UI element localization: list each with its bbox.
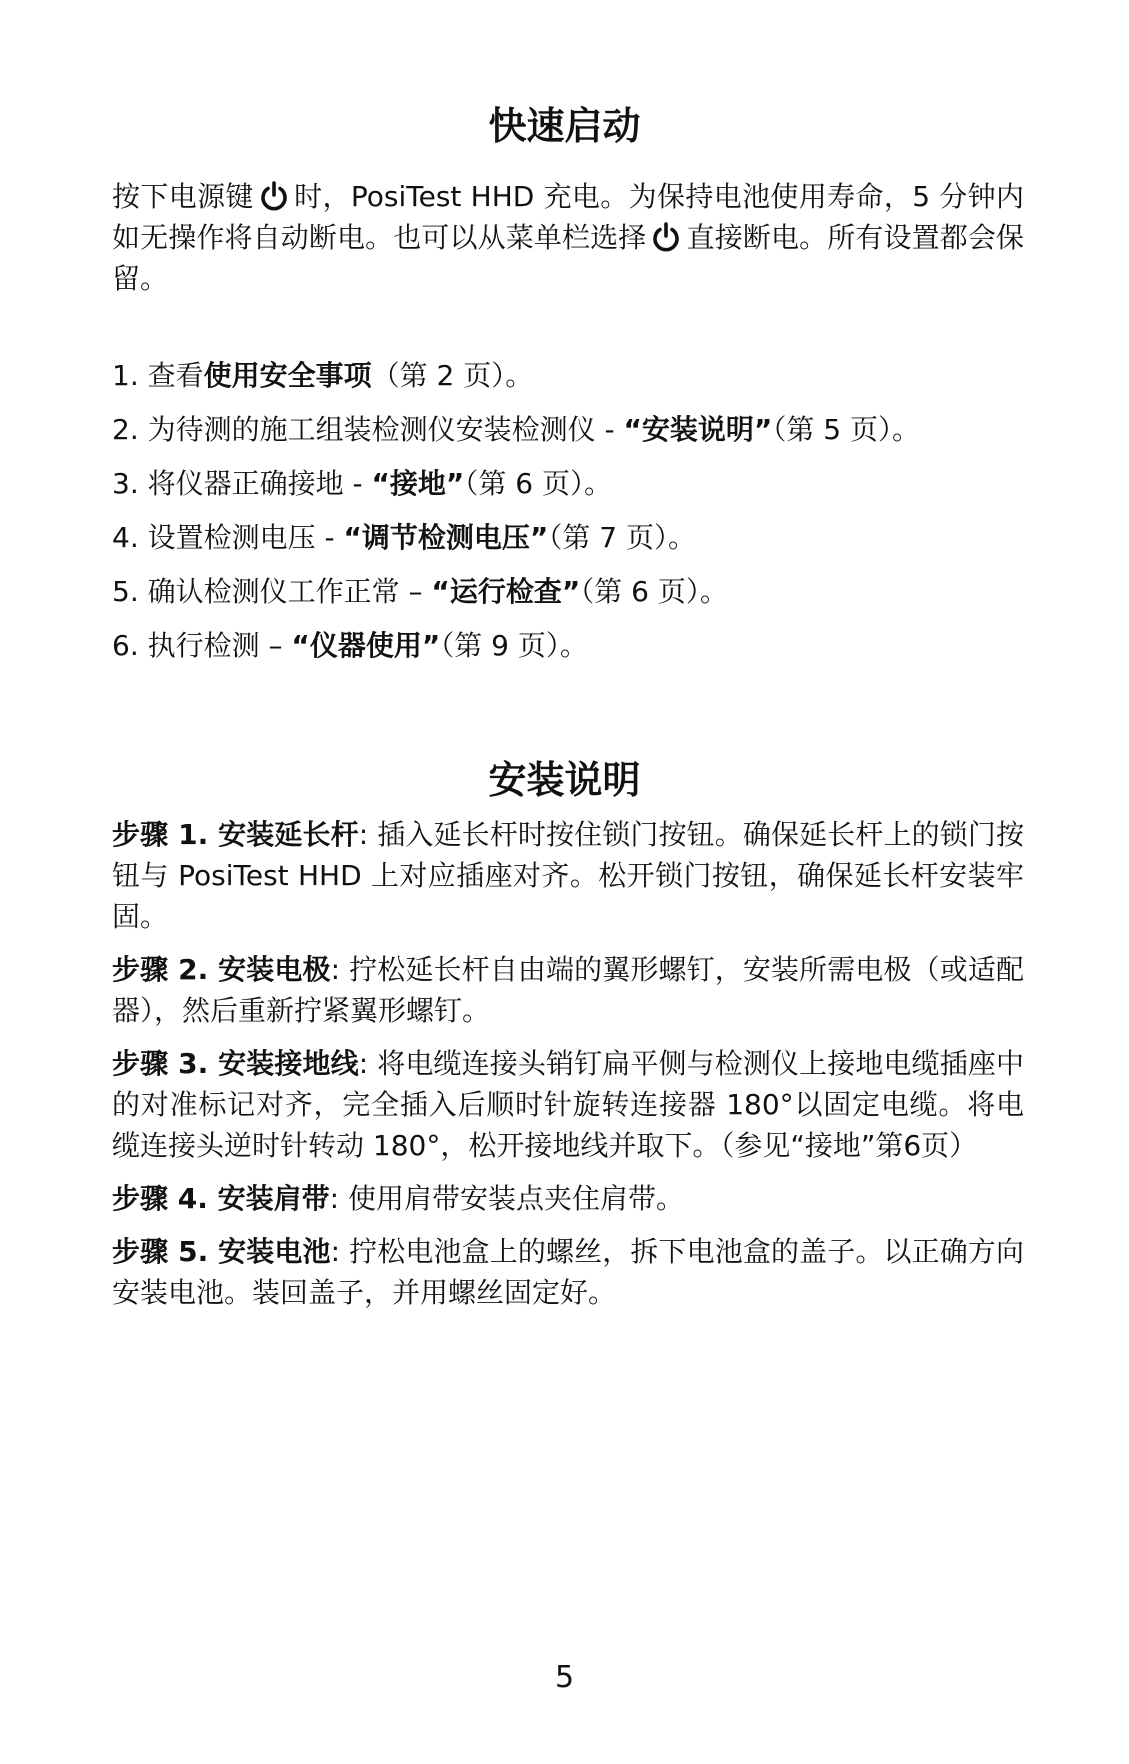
step-suffix: （第 6 页）。 bbox=[464, 467, 612, 500]
intro-text-2: 时，PosiTest HHD 充电。为保持电池使用寿命，5 分钟内如无操作将自动断电。也可以从菜单栏选择 bbox=[112, 180, 1024, 254]
list-item bbox=[112, 517, 1024, 571]
step-prefix: 6. 执行检测 – bbox=[112, 629, 292, 662]
step-text: : 拧松延长杆自由端的翼形螺钉，安装所需电极（或适配器），然后重新拧紧翼形螺钉。 bbox=[112, 953, 1024, 1027]
page-number: 5 bbox=[554, 1660, 575, 1695]
step-prefix: 5. 确认检测仪工作正常 – bbox=[112, 575, 432, 608]
quick-start-title: 快速启动 bbox=[488, 104, 641, 148]
step-link: “接地” bbox=[371, 467, 465, 500]
step-suffix: （第 9 页）。 bbox=[440, 629, 588, 662]
step-text: : 将电缆连接头销钉扁平侧与检测仪上接地电缆插座中的对准标记对齐，完全插入后顺时针旋转连接器 180°以固定电缆。将电缆连接头逆时针转动 180°，松开接地线并取下。（参见“接地”第6页） bbox=[112, 1047, 1024, 1162]
step-text: : 使用肩带安装点夹住肩带。 bbox=[329, 1182, 684, 1215]
step-label: 步骤 4. 安装肩带 bbox=[112, 1182, 330, 1215]
list-item bbox=[112, 463, 1024, 517]
step-suffix: （第 6 页）。 bbox=[580, 575, 728, 608]
step-suffix: （第 5 页）。 bbox=[772, 413, 920, 446]
setup-step bbox=[112, 814, 1024, 937]
list-item bbox=[112, 409, 1024, 463]
step-link: “仪器使用” bbox=[291, 629, 441, 662]
power-icon bbox=[258, 180, 290, 212]
setup-title: 安装说明 bbox=[488, 758, 641, 802]
quick-start-intro bbox=[112, 176, 1024, 299]
setup-step bbox=[112, 949, 1024, 1031]
step-text: : 插入延长杆时按住锁门按钮。确保延长杆上的锁门按钮与 PosiTest HHD 上对应插座对齐。松开锁门按钮，确保延长杆安装牢固。 bbox=[112, 818, 1024, 933]
intro-text-3: 直接断电。所有设置都会保留。 bbox=[112, 221, 1024, 295]
setup-steps bbox=[112, 814, 1024, 1325]
step-label: 步骤 1. 安装延长杆 bbox=[112, 818, 359, 851]
step-suffix: （第 2 页）。 bbox=[371, 359, 534, 392]
step-label: 步骤 3. 安装接地线 bbox=[112, 1047, 359, 1080]
step-link: “安装说明” bbox=[623, 413, 773, 446]
list-item bbox=[112, 571, 1024, 625]
power-icon bbox=[650, 221, 682, 253]
setup-step bbox=[112, 1178, 1024, 1219]
step-link: 使用安全事项 bbox=[203, 359, 372, 392]
quick-start-steps bbox=[112, 355, 1024, 679]
step-prefix: 1. 查看 bbox=[112, 359, 204, 392]
step-prefix: 2. 为待测的施工组装检测仪安装检测仪 - bbox=[112, 413, 624, 446]
step-link: “调节检测电压” bbox=[343, 521, 549, 554]
intro-text-1: 按下电源键 bbox=[112, 180, 254, 213]
step-text: : 拧松电池盒上的螺丝，拆下电池盒的盖子。以正确方向安装电池。装回盖子，并用螺丝固定好。 bbox=[112, 1235, 1024, 1309]
step-label: 步骤 5. 安装电池 bbox=[112, 1235, 331, 1268]
step-prefix: 4. 设置检测电压 - bbox=[112, 521, 344, 554]
setup-step bbox=[112, 1043, 1024, 1166]
step-suffix: （第 7 页）。 bbox=[548, 521, 696, 554]
setup-step bbox=[112, 1231, 1024, 1313]
list-item bbox=[112, 355, 1024, 409]
list-item bbox=[112, 625, 1024, 679]
step-label: 步骤 2. 安装电极 bbox=[112, 953, 331, 986]
step-prefix: 3. 将仪器正确接地 - bbox=[112, 467, 372, 500]
step-link: “运行检查” bbox=[431, 575, 581, 608]
